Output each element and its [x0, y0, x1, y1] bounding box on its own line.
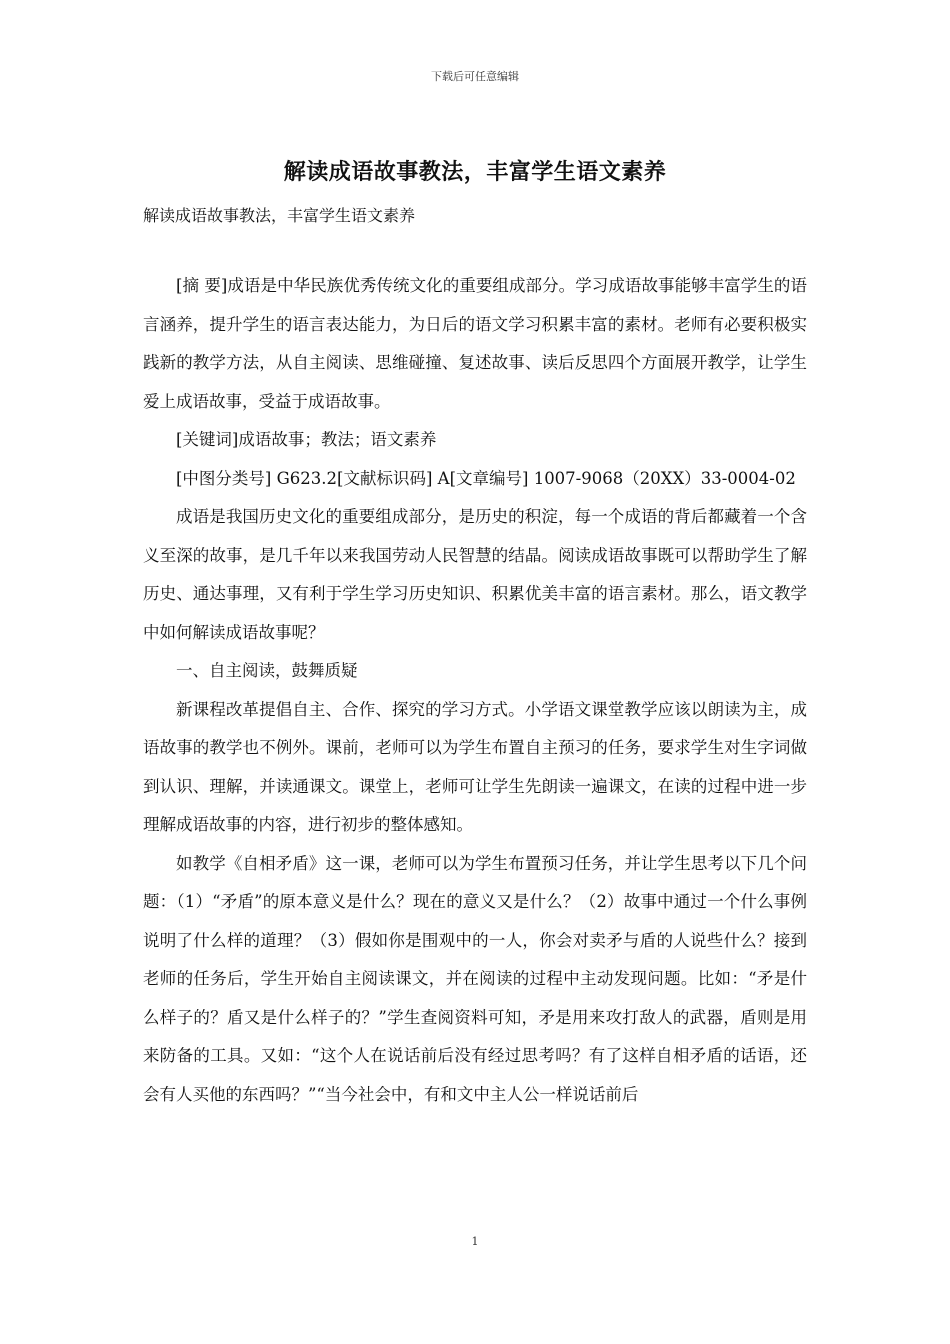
- keywords-paragraph: [关键词]成语故事；教法；语文素养: [176, 430, 437, 449]
- page-header: 下载后可任意编辑: [431, 70, 519, 83]
- document-subtitle: 解读成语故事教法，丰富学生语文素养: [143, 206, 416, 225]
- section-heading: 一、自主阅读，鼓舞质疑: [176, 661, 358, 680]
- abstract-paragraph: [摘 要]成语是中华民族优秀传统文化的重要组成部分。学习成语故事能够丰富学生的语言涵养，提升学生的语言表达能力，为日后的语文学习积累丰富的素材。老师有必要积极实践新的教学方法，从自主阅读、思维碰撞、复述故事、读后反思四个方面展开教学，让学生爱上成语故事，受益于成语故事。: [143, 276, 807, 411]
- classification-paragraph: [中图分类号] G623.2[文献标识码] A[文章编号] 1007-9068（20XX）33-0004-02: [176, 468, 796, 488]
- document-title: 解读成语故事教法，丰富学生语文素养: [283, 160, 667, 185]
- page-number: 1: [471, 1235, 479, 1248]
- body-paragraph: 新课程改革提倡自主、合作、探究的学习方式。小学语文课堂教学应该以朗读为主，成语故事的教学也不例外。课前，老师可以为学生布置自主预习的任务，要求学生对生字词做到认识、理解，并读通课文。课堂上，老师可让学生先朗读一遍课文，在读的过程中进一步理解成语故事的内容，进行初步的整体感知。: [143, 699, 807, 834]
- document-body: [143, 267, 807, 1114]
- body-paragraph: 如教学《自相矛盾》这一课，老师可以为学生布置预习任务，并让学生思考以下几个问题：（1）“矛盾”的原本意义是什么？现在的意义又是什么？（2）故事中通过一个什么事例说明了什么样的道理？（3）假如你是围观中的一人，你会对卖矛与盾的人说些什么？接到老师的任务后，学生开始自主阅读课文，并在阅读的过程中主动发现问题。比如：“矛是什么样子的？盾又是什么样子的？”学生查阅资料可知，矛是用来攻打敌人的武器，盾则是用来防备的工具。又如：“这个人在说话前后没有经过思考吗？有了这样自相矛盾的话语，还会有人买他的东西吗？”“当今社会中，有和文中主人公一样说话前后: [143, 853, 807, 1104]
- body-paragraph: 成语是我国历史文化的重要组成部分，是历史的积淀，每一个成语的背后都藏着一个含义至深的故事，是几千年以来我国劳动人民智慧的结晶。阅读成语故事既可以帮助学生了解历史、通达事理，又有利于学生学习历史知识、积累优美丰富的语言素材。那么，语文教学中如何解读成语故事呢？: [143, 507, 807, 642]
